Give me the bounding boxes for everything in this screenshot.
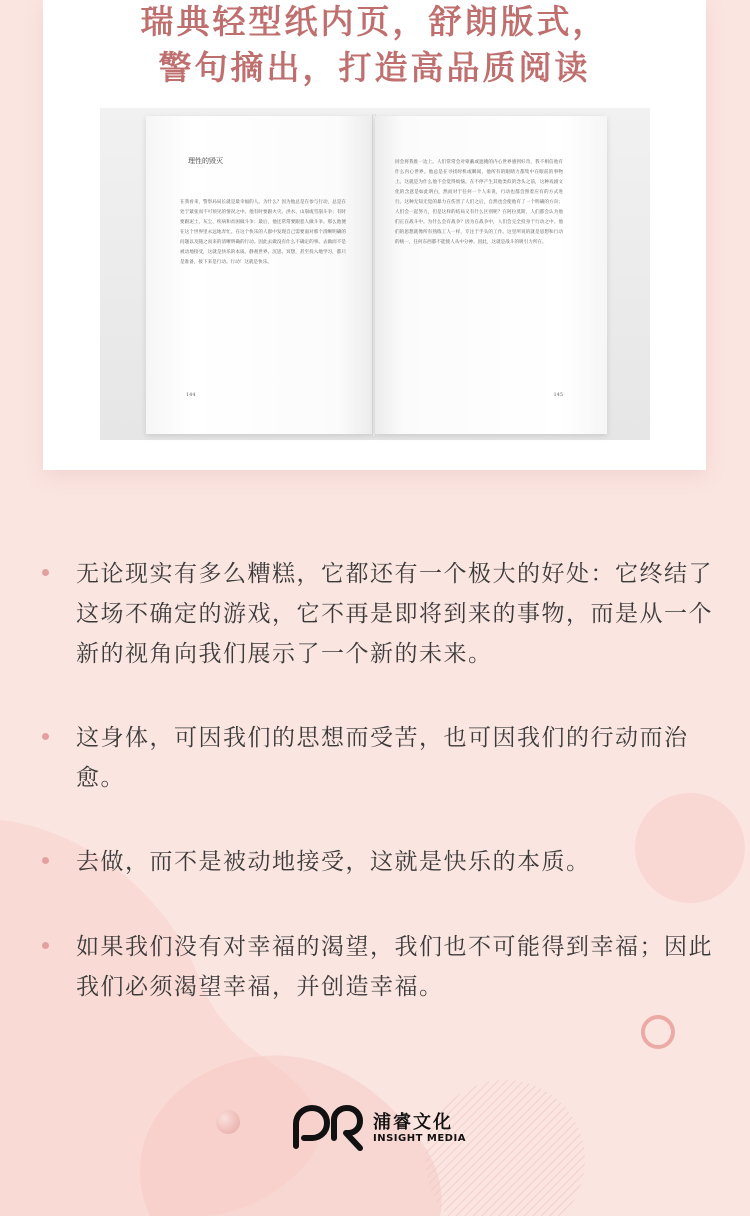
bullet-dot bbox=[42, 942, 49, 949]
left-page-text: 在我看来，警察局局长就是最幸福的人。为什么？因为他总是在参与行动，总是在处于紧张而不可预见的情况之中。他有时要跟火灾、洪水、山崩或雪崩斗争；有时要跟泥土、灰尘、疾病和贫困做斗争；最后，他还常常要跟恶人做斗争。那么他便在这个世界里永远地奔忙。在这个快乐的人群中发现自己需要面对那个清晰明确的问题以及随之而来的清晰明确的行动。因此去做没有什么不确定的事。去做而不是被动地接受，这就是快乐的本质。静观世界、沉思、冥想，甚至投入地学习，都只是准备，接下来是行动。行动！这就是快乐。 bbox=[180, 200, 346, 265]
quote-1: 无论现实有多么糟糕，它都还有一个极大的好处：它终结了这场不确定的游戏，它不再是即将到来的事物，而是从一个新的视角向我们展示了一个新的未来。 bbox=[76, 561, 713, 667]
book-left-page bbox=[146, 116, 373, 434]
bullet-dot bbox=[42, 569, 49, 576]
chapter-title: 理性的毁灭 bbox=[188, 157, 223, 165]
right-page-number: 145 bbox=[553, 392, 563, 398]
logo-mark-icon bbox=[290, 1102, 370, 1162]
book-photo-card bbox=[43, 0, 706, 470]
logo-name-en: INSIGHT MEDIA bbox=[373, 1133, 466, 1144]
headline-line-1: 瑞典轻型纸内页，舒朗版式， bbox=[140, 2, 609, 41]
quote-4: 如果我们没有对幸福的渴望，我们也不可能得到幸福；因此我们必须渴望幸福，并创造幸福。 bbox=[76, 934, 713, 1000]
bullet-dot bbox=[42, 733, 49, 740]
bullet-dot bbox=[42, 857, 49, 864]
quote-2: 这身体，可因我们的思想而受苦，也可因我们的行动而治愈。 bbox=[76, 725, 689, 791]
insight-media-logo bbox=[290, 1102, 470, 1162]
headline-line-2: 警句摘出，打造高品质阅读 bbox=[158, 48, 591, 87]
left-page-number: 144 bbox=[186, 392, 196, 398]
right-page-text: 同会将我推一边上。人们常常会对蒙蔽或遮掩的内心世界感到好奇，我不相信他有什么内心世界。他总是在寻找时机或瞬间，他所有的眼睛力都集中在眼前的事物上。这就是为什么他不会觉得烦恼。在不停产生其他类似的念头之前，这种戏剧文化的含意是如此明白，然而对于任何一个人来说，行动也都会照着应有的方式进行。这种无知无觉的暴力在伤害了人们之后，自然也会使他有了一个明确的方向；人们会一起努力，但是这样的结局又有什么区别呢？在阿拉莫斯，人们都会认为他们正在战斗中。为什么会有战争？因为在战争中，人们会完全投身于行动之中。他们的思想就像所有熟练工人一样，专注于手头的工作。这里所说的就是思想和行动的统一，任何东西都不能使人从中分神。因此，这就是战斗的吸引力所在。 bbox=[395, 160, 563, 245]
logo-name-cn: 浦睿文化 bbox=[373, 1112, 453, 1133]
quote-3: 去做，而不是被动地接受，这就是快乐的本质。 bbox=[76, 849, 591, 875]
book-right-page bbox=[375, 116, 607, 434]
open-book-photo bbox=[100, 108, 650, 440]
